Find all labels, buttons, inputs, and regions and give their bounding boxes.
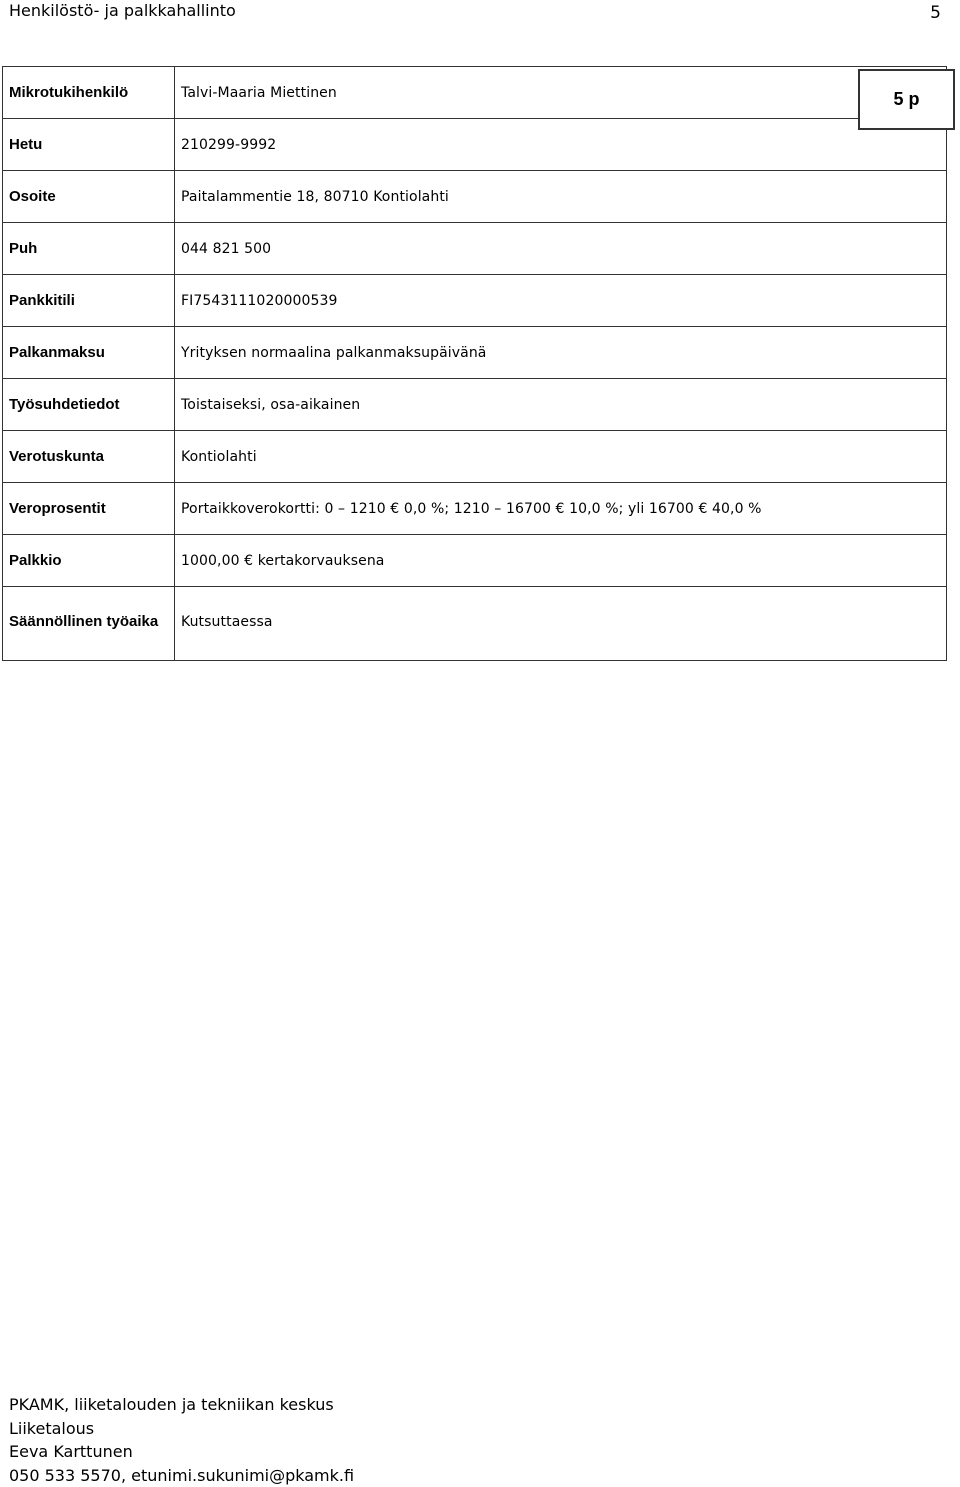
row-label: Verotuskunta <box>3 431 175 483</box>
row-value: Portaikkoverokortti: 0 – 1210 € 0,0 %; 1210 – 16700 € 10,0 %; yli 16700 € 40,0 % <box>175 483 947 535</box>
table-row <box>3 535 947 587</box>
table-row <box>3 379 947 431</box>
row-value: Kutsuttaessa <box>175 587 947 661</box>
row-value: Talvi-Maaria Miettinen <box>175 67 947 119</box>
table-row <box>3 171 947 223</box>
page-number: 5 <box>930 3 941 23</box>
row-value: Kontiolahti <box>175 431 947 483</box>
row-label: Työsuhdetiedot <box>3 379 175 431</box>
row-value: Toistaiseksi, osa-aikainen <box>175 379 947 431</box>
table-row <box>3 119 947 171</box>
footer-contact-name: Eeva Karttunen <box>9 1440 354 1464</box>
page-footer <box>9 1393 354 1487</box>
row-value: 210299-9992 <box>175 119 947 171</box>
footer-organization: PKAMK, liiketalouden ja tekniikan keskus <box>9 1393 354 1417</box>
row-label: Puh <box>3 223 175 275</box>
table-row <box>3 587 947 661</box>
table-row <box>3 483 947 535</box>
row-label: Säännöllinen työaika <box>3 587 175 661</box>
table-row <box>3 67 947 119</box>
row-label: Palkanmaksu <box>3 327 175 379</box>
table-row <box>3 275 947 327</box>
row-value: FI7543111020000539 <box>175 275 947 327</box>
footer-contact-details: 050 533 5570, etunimi.sukunimi@pkamk.fi <box>9 1464 354 1487</box>
row-value: 044 821 500 <box>175 223 947 275</box>
table-row <box>3 431 947 483</box>
row-value: Yrityksen normaalina palkanmaksupäivänä <box>175 327 947 379</box>
row-label: Osoite <box>3 171 175 223</box>
points-badge: 5 p <box>858 69 955 130</box>
footer-department: Liiketalous <box>9 1417 354 1441</box>
table-row <box>3 327 947 379</box>
row-label: Mikrotukihenkilö <box>3 67 175 119</box>
row-label: Hetu <box>3 119 175 171</box>
page-header <box>9 0 951 26</box>
row-label: Pankkitili <box>3 275 175 327</box>
document-title: Henkilöstö- ja palkkahallinto <box>9 1 236 21</box>
row-label: Veroprosentit <box>3 483 175 535</box>
row-label: Palkkio <box>3 535 175 587</box>
row-value: 1000,00 € kertakorvauksena <box>175 535 947 587</box>
employee-info-table <box>2 66 947 661</box>
table-row <box>3 223 947 275</box>
row-value: Paitalammentie 18, 80710 Kontiolahti <box>175 171 947 223</box>
